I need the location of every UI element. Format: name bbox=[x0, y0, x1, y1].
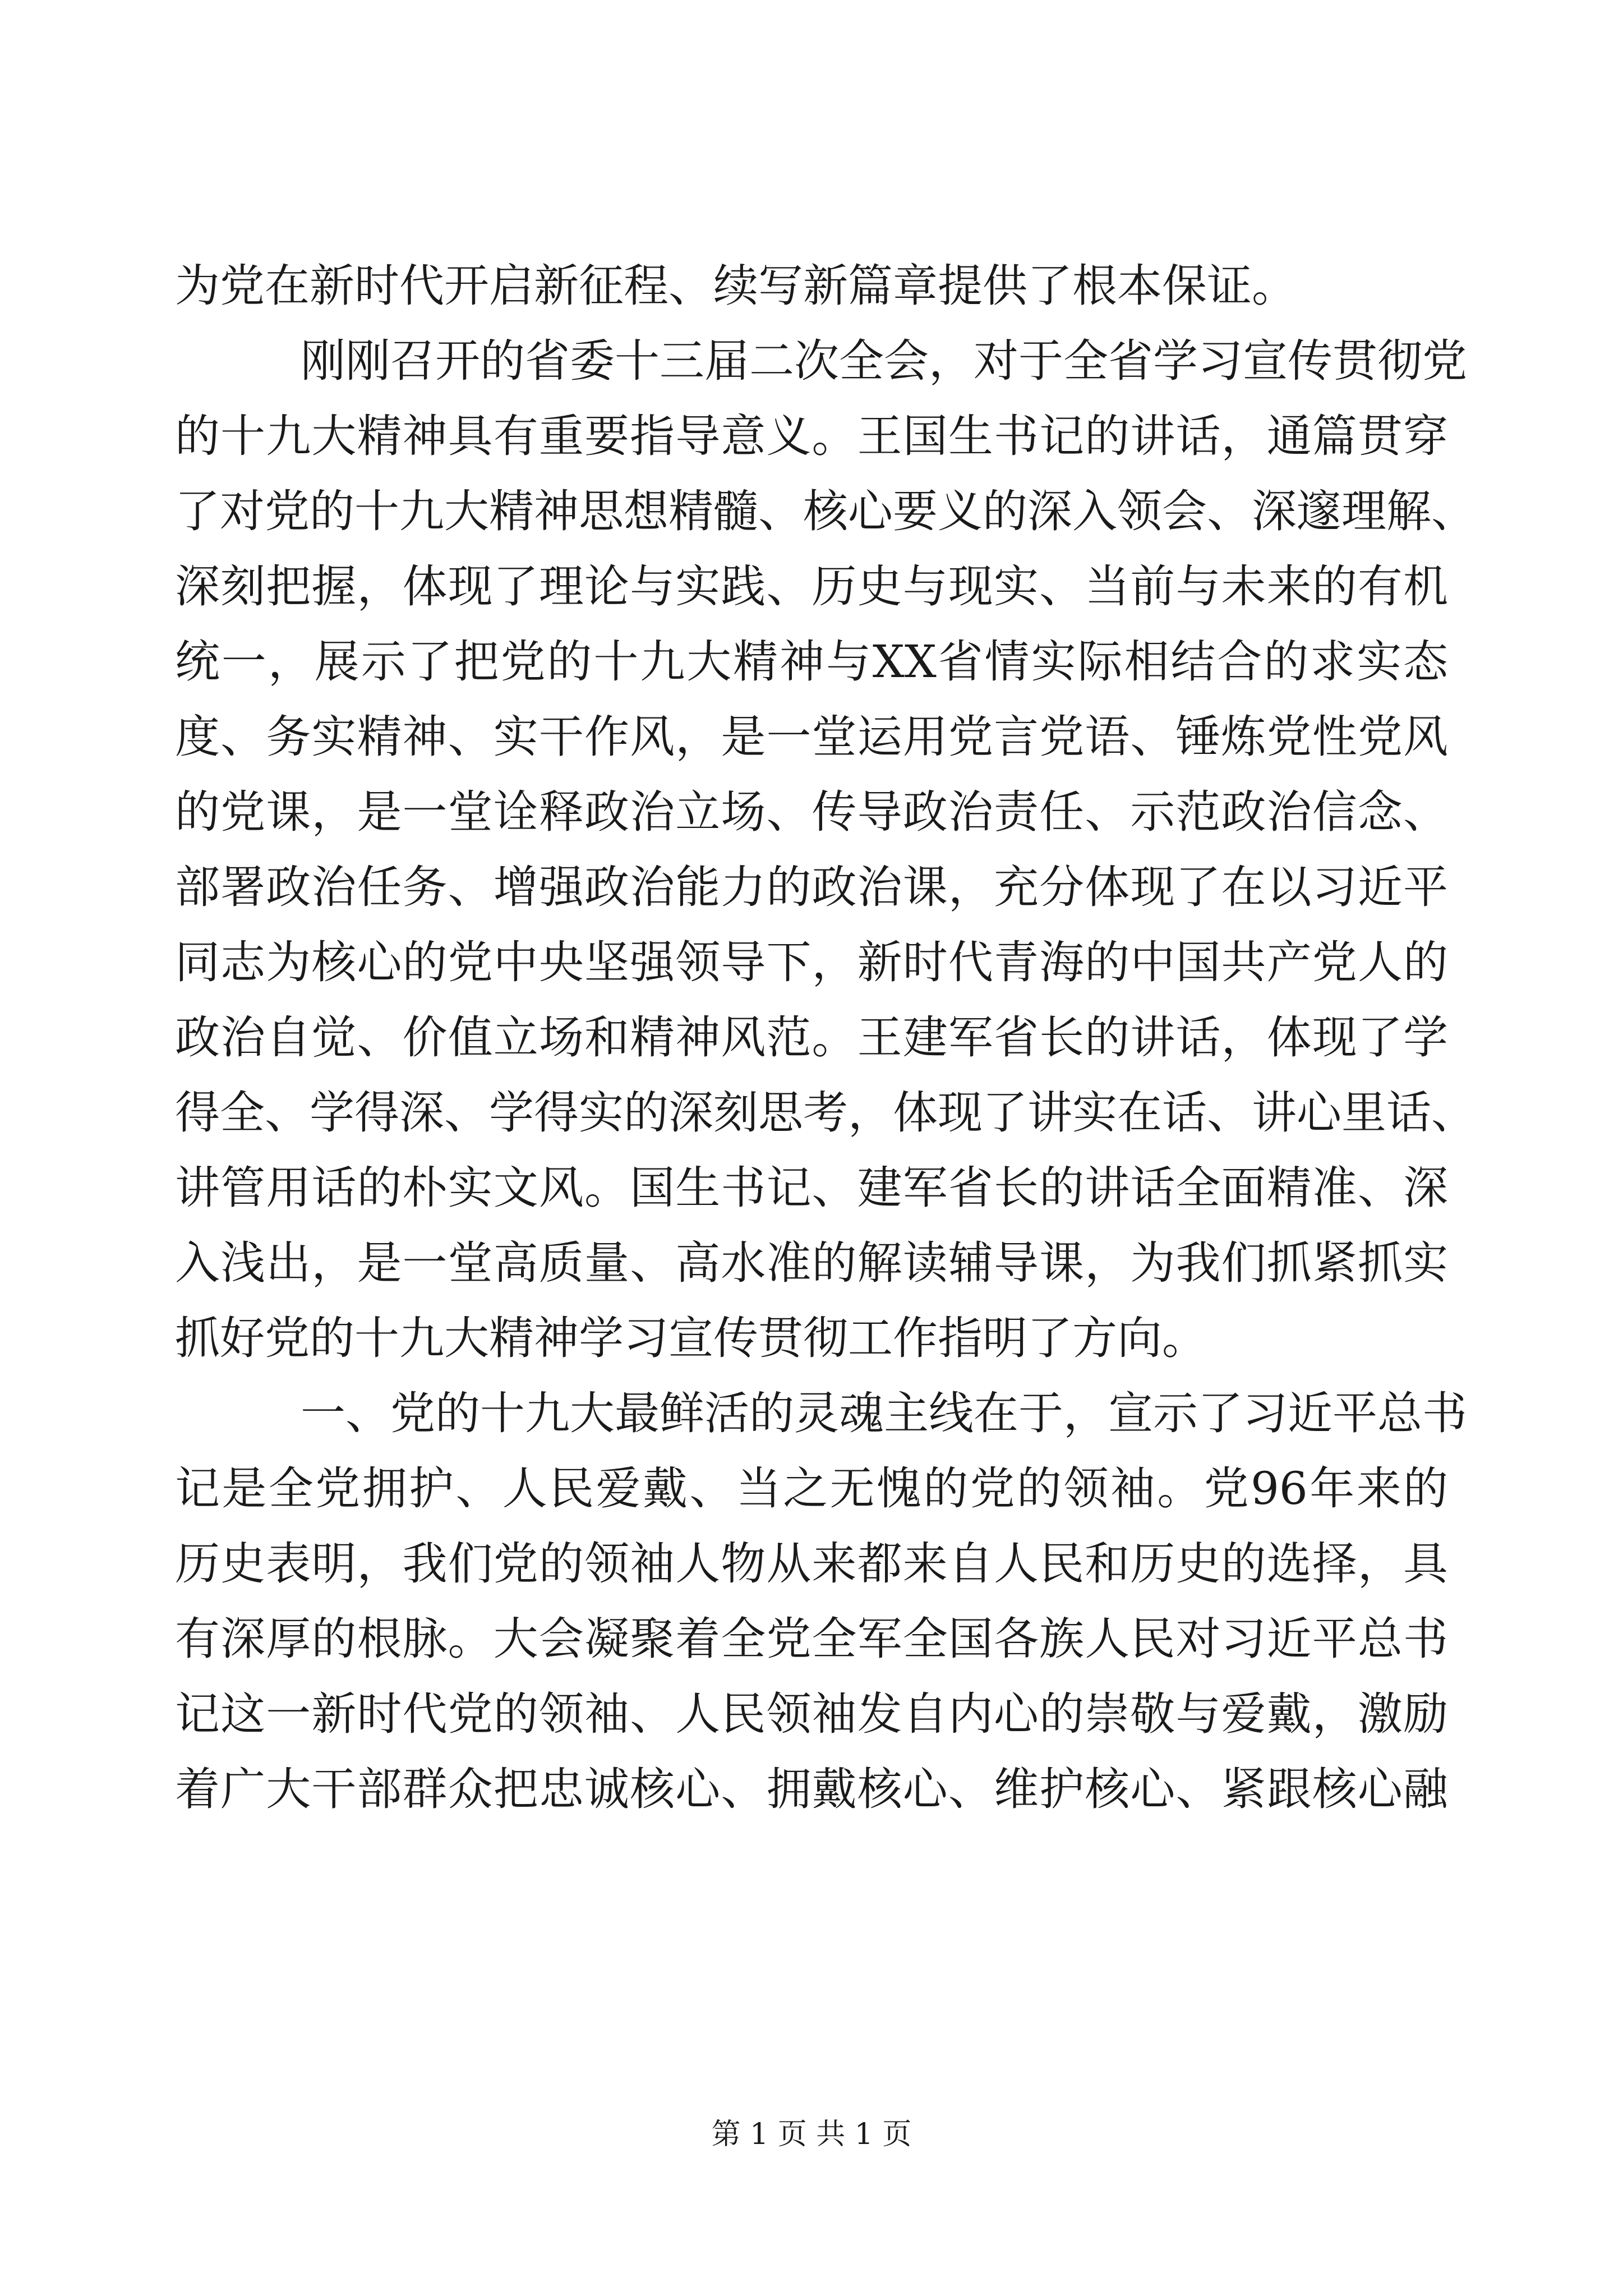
paragraph-first-line: 一、党的十九大最鲜活的灵魂主线在于，宣示了习近平总书 bbox=[301, 1387, 1467, 1439]
text-line: 深刻把握，体现了理论与实践、历史与现实、当前与未来的有机 bbox=[175, 560, 1448, 613]
text-line: 记是全党拥护、人民爱戴、当之无愧的党的领袖。党96年来的 bbox=[175, 1462, 1448, 1515]
page-footer: 第 1 页 共 1 页 bbox=[711, 2118, 912, 2151]
text-line: 着广大干部群众把忠诚核心、拥戴核心、维护核心、紧跟核心融 bbox=[175, 1763, 1448, 1815]
text-line: 抓好党的十九大精神学习宣传贯彻工作指明了方向。 bbox=[175, 1312, 1207, 1364]
text-line: 有深厚的根脉。大会凝聚着全党全军全国各族人民对习近平总书 bbox=[175, 1613, 1448, 1665]
text-line: 度、务实精神、实干作风，是一堂运用党言党语、锤炼党性党风 bbox=[175, 711, 1448, 763]
text-line: 记这一新时代党的领袖、人民领袖发自内心的崇敬与爱戴，激励 bbox=[175, 1688, 1448, 1740]
text-line: 的党课，是一堂诠释政治立场、传导政治责任、示范政治信念、 bbox=[175, 786, 1448, 838]
text-line: 为党在新时代开启新征程、续写新篇章提供了根本保证。 bbox=[175, 260, 1297, 312]
text-line: 的十九大精神具有重要指导意义。王国生书记的讲话，通篇贯穿 bbox=[175, 410, 1448, 462]
text-line: 历史表明，我们党的领袖人物从来都来自人民和历史的选择，具 bbox=[175, 1538, 1448, 1590]
text-line: 讲管用话的朴实文风。国生书记、建军省长的讲话全面精准、深 bbox=[175, 1162, 1448, 1214]
text-line: 部署政治任务、增强政治能力的政治课，充分体现了在以习近平 bbox=[175, 861, 1448, 913]
text-line: 入浅出，是一堂高质量、高水准的解读辅导课，为我们抓紧抓实 bbox=[175, 1237, 1448, 1289]
text-line: 了对党的十九大精神思想精髓、核心要义的深入领会、深邃理解、 bbox=[175, 485, 1476, 537]
text-line: 政治自觉、价值立场和精神风范。王建军省长的讲话，体现了学 bbox=[175, 1011, 1448, 1064]
text-line: 统一，展示了把党的十九大精神与XX省情实际相结合的求实态 bbox=[175, 636, 1448, 688]
text-line: 同志为核心的党中央坚强领导下，新时代青海的中国共产党人的 bbox=[175, 936, 1448, 988]
paragraph-first-line: 刚刚召开的省委十三届二次全会，对于全省学习宣传贯彻党 bbox=[301, 335, 1467, 387]
text-line: 得全、学得深、学得实的深刻思考，体现了讲实在话、讲心里话、 bbox=[175, 1087, 1476, 1139]
